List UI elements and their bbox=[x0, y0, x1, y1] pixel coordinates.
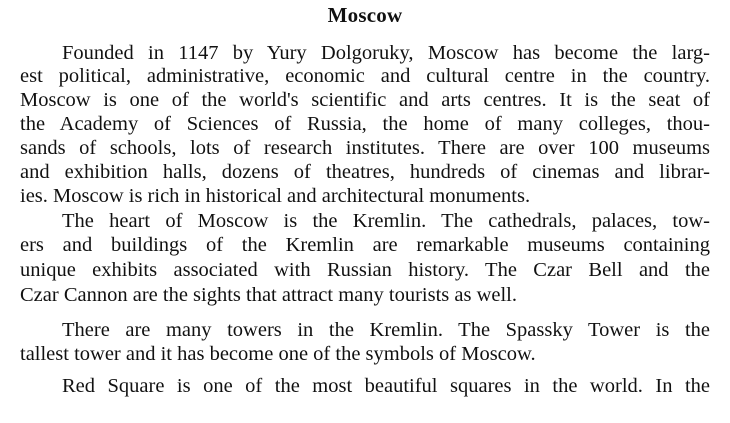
text-line: Red Square is one of the most beautiful squares in the world. In the bbox=[62, 375, 710, 397]
text-line: There are many towers in the Kremlin. The Spassky Tower is the bbox=[62, 319, 710, 341]
text-line: Czar Cannon are the sights that attract many tourists as well. bbox=[20, 284, 517, 306]
text-line: unique exhibits associated with Russian history. The Czar Bell and the bbox=[20, 259, 710, 281]
text-line: the Academy of Sciences of Russia, the home of many colleges, thou- bbox=[20, 113, 710, 135]
text-line: ers and buildings of the Kremlin are remarkable museums containing bbox=[20, 234, 710, 256]
text-line: Moscow is one of the world's scientific and arts centres. It is the seat of bbox=[20, 89, 710, 111]
text-line: ies. Moscow is rich in historical and architectural monuments. bbox=[20, 185, 531, 207]
text-line: Founded in 1147 by Yury Dolgoruky, Moscow has become the larg- bbox=[62, 42, 710, 64]
text-line: tallest tower and it has become one of the symbols of Moscow. bbox=[20, 343, 536, 365]
text-line: and exhibition halls, dozens of theatres, hundreds of cinemas and librar- bbox=[20, 161, 710, 183]
text-line: est political, administrative, economic and cultural centre in the country. bbox=[20, 65, 710, 87]
page-title: Moscow bbox=[327, 3, 403, 27]
text-line: sands of schools, lots of research institutes. There are over 100 museums bbox=[20, 137, 710, 159]
text-line: The heart of Moscow is the Kremlin. The cathedrals, palaces, tow- bbox=[62, 210, 710, 232]
